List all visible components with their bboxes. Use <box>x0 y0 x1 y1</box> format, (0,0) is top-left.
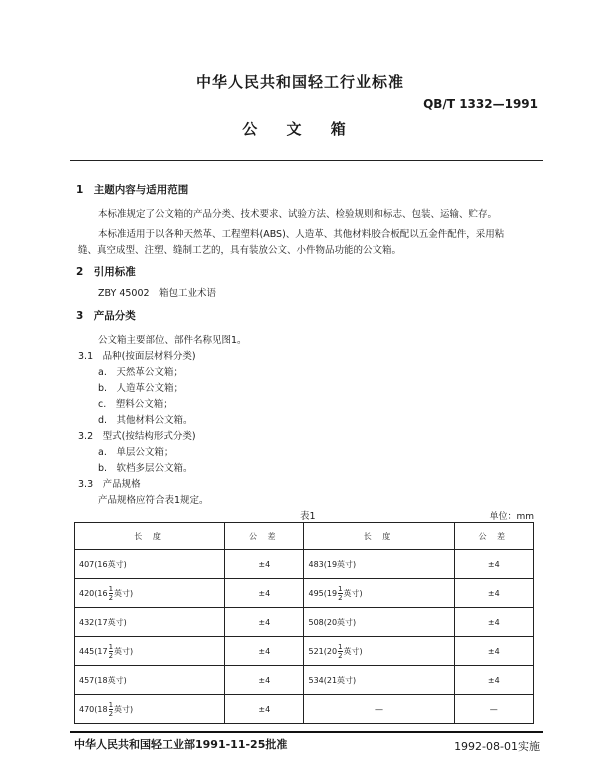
column-header: 公 差 <box>454 523 533 550</box>
length-cell: 420(16 $\frac{1}{2}$ 英寸) <box>75 579 225 608</box>
tolerance-cell: ±4 <box>454 550 533 579</box>
section-1-heading: 1 主题内容与适用范围 <box>76 184 189 196</box>
header-divider <box>70 160 543 161</box>
spec-table <box>74 522 534 724</box>
implementation-date: 1992-08-01实施 <box>454 740 540 753</box>
table-caption: 表1 <box>300 511 316 522</box>
list-item: a. 单层公文箱； <box>98 447 174 458</box>
table-row <box>75 550 534 579</box>
section-3-3-heading: 3.3 产品规格 <box>78 479 141 490</box>
fraction-one-half: $\frac{1}{2}$ <box>108 700 114 718</box>
tolerance-cell: ±4 <box>454 579 533 608</box>
table-row <box>75 637 534 666</box>
section-3-2-heading: 3.2 型式(按结构形式分类) <box>78 431 196 442</box>
length-cell: 445(17 $\frac{1}{2}$ 英寸) <box>75 637 225 666</box>
length-cell: 470(18 $\frac{1}{2}$ 英寸) <box>75 695 225 724</box>
length-cell: 521(20 $\frac{1}{2}$ 英寸) <box>304 637 454 666</box>
footer-divider <box>70 731 543 733</box>
table-header-row <box>75 523 534 550</box>
tolerance-cell: ±4 <box>225 695 304 724</box>
tolerance-cell: ±4 <box>225 550 304 579</box>
section-3-intro: 公文箱主要部位、部件名称见图1。 <box>98 335 247 346</box>
length-cell: — <box>304 695 454 724</box>
table-row <box>75 666 534 695</box>
section-1-paragraph-1: 本标准规定了公文箱的产品分类、技术要求、试验方法、检验规则和标志、包装、运输、贮存。 <box>98 209 498 220</box>
length-cell: 534(21英寸) <box>304 666 454 695</box>
table-unit: 单位：mm <box>489 512 534 522</box>
table-row <box>75 695 534 724</box>
approval-statement: 中华人民共和国轻工业部1991-11-25批准 <box>74 738 288 751</box>
tolerance-cell: ±4 <box>225 579 304 608</box>
column-header: 公 差 <box>225 523 304 550</box>
length-cell: 457(18英寸) <box>75 666 225 695</box>
list-item: b. 人造革公文箱； <box>98 383 184 394</box>
list-item: c. 塑料公文箱； <box>98 399 173 410</box>
table-row <box>75 579 534 608</box>
tolerance-cell: ±4 <box>454 666 533 695</box>
standard-number: QB/T 1332—1991 <box>423 97 538 111</box>
length-cell: 407(16英寸) <box>75 550 225 579</box>
tolerance-cell: ±4 <box>454 608 533 637</box>
tolerance-cell: ±4 <box>225 666 304 695</box>
section-3-3-text: 产品规格应符合表1规定。 <box>98 495 209 506</box>
fraction-one-half: $\frac{1}{2}$ <box>338 584 343 602</box>
fraction-one-half: $\frac{1}{2}$ <box>338 642 343 660</box>
list-item: a. 天然革公文箱； <box>98 367 183 378</box>
tolerance-cell: — <box>454 695 533 724</box>
section-3-1-heading: 3.1 品种(按面层材料分类) <box>78 351 196 362</box>
length-cell: 508(20英寸) <box>304 608 454 637</box>
list-item: b. 软档多层公文箱。 <box>98 463 193 474</box>
length-cell: 483(19英寸) <box>304 550 454 579</box>
fraction-one-half: $\frac{1}{2}$ <box>108 584 114 602</box>
page-title: 公 文 箱 <box>242 120 358 138</box>
reference-standard: ZBY 45002 箱包工业术语 <box>98 288 217 299</box>
tolerance-cell: ±4 <box>225 637 304 666</box>
length-cell: 495(19 $\frac{1}{2}$ 英寸) <box>304 579 454 608</box>
section-1-paragraph-2b: 缝、真空成型、注塑、缝制工艺的，具有装放公文、小件物品功能的公文箱。 <box>78 245 402 256</box>
section-2-heading: 2 引用标准 <box>76 266 136 278</box>
column-header: 长 度 <box>304 523 454 550</box>
tolerance-cell: ±4 <box>225 608 304 637</box>
tolerance-cell: ±4 <box>454 637 533 666</box>
list-item: d. 其他材料公文箱。 <box>98 415 193 426</box>
standard-category-title: 中华人民共和国轻工行业标准 <box>195 73 404 91</box>
section-3-heading: 3 产品分类 <box>76 310 136 322</box>
section-1-paragraph-2a: 本标准适用于以各种天然革、工程塑料(ABS)、人造革、其他材料胶合板配以五金件配件，采用粘 <box>98 229 505 240</box>
column-header: 长 度 <box>75 523 225 550</box>
fraction-one-half: $\frac{1}{2}$ <box>108 642 114 660</box>
length-cell: 432(17英寸) <box>75 608 225 637</box>
table-row <box>75 608 534 637</box>
